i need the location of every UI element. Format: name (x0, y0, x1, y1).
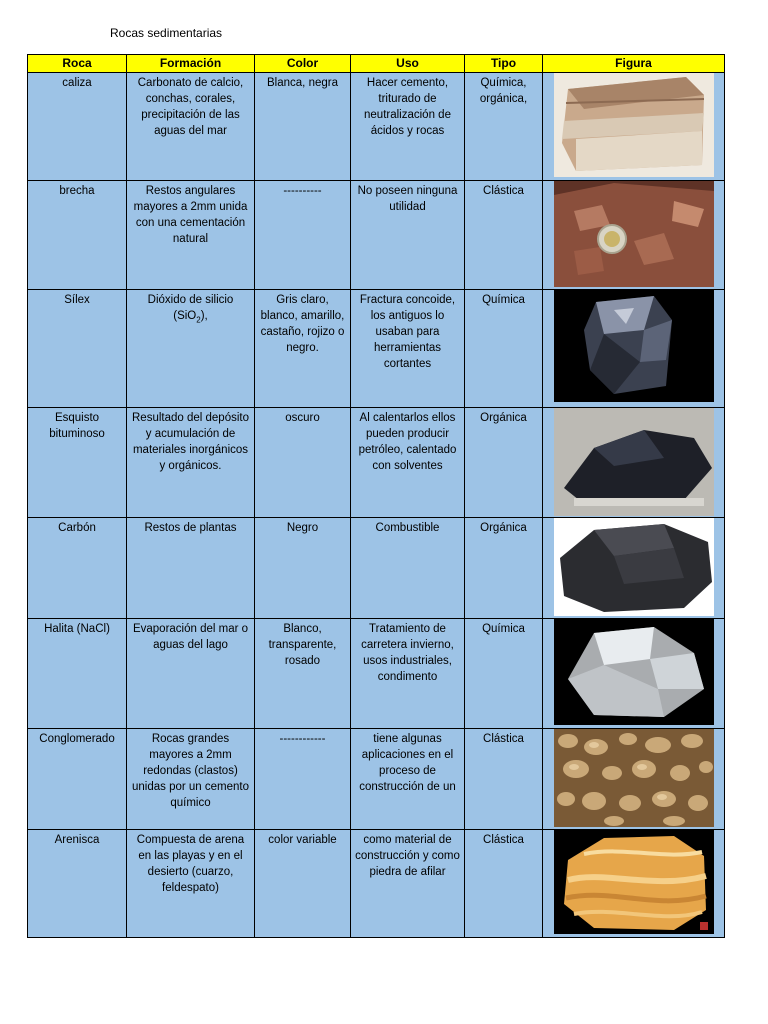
cell-tipo: Química (465, 290, 543, 408)
table-row (28, 73, 725, 181)
table-header-row (28, 55, 725, 73)
cell-tipo: Orgánica (465, 518, 543, 619)
header-color: Color (255, 55, 351, 73)
cell-figura (543, 73, 725, 181)
cell-formacion: Restos de plantas (127, 518, 255, 619)
cell-uso: Tratamiento de carretera invierno, usos industriales, condimento (351, 619, 465, 729)
cell-color: Blanca, negra (255, 73, 351, 181)
table-row (28, 290, 725, 408)
document-title: Rocas sedimentarias (110, 26, 223, 40)
cell-formacion: Evaporación del mar o aguas del lago (127, 619, 255, 729)
cell-roca: Esquisto bituminoso (28, 408, 127, 518)
header-roca: Roca (28, 55, 127, 73)
conglomerate-rock-image (554, 729, 714, 827)
cell-figura (543, 181, 725, 290)
coal-rock-image (554, 518, 714, 616)
cell-formacion: Restos angulares mayores a 2mm unida con una cementación natural (127, 181, 255, 290)
cell-roca: Sílex (28, 290, 127, 408)
cell-tipo: Química (465, 619, 543, 729)
cell-uso: Hacer cemento, triturado de neutralización de ácidos y rocas (351, 73, 465, 181)
rocks-table (27, 54, 725, 938)
cell-tipo: Clástica (465, 830, 543, 938)
cell-figura (543, 830, 725, 938)
table-row (28, 729, 725, 830)
halite-crystal-image (554, 619, 714, 725)
cell-color: Blanco, transparente, rosado (255, 619, 351, 729)
cell-color: ------------ (255, 729, 351, 830)
cell-tipo: Orgánica (465, 408, 543, 518)
table-row (28, 518, 725, 619)
cell-formacion: Dióxido de silicio (SiO$_2$), (127, 290, 255, 408)
cell-figura (543, 290, 725, 408)
cell-roca: Conglomerado (28, 729, 127, 830)
cell-formacion: Resultado del depósito y acumulación de materiales inorgánicos y orgánicos. (127, 408, 255, 518)
cell-figura (543, 408, 725, 518)
sandstone-rock-image (554, 830, 714, 934)
cell-tipo: Clástica (465, 181, 543, 290)
limestone-rock-image (554, 73, 714, 177)
cell-uso: como material de construcción y como piedra de afilar (351, 830, 465, 938)
cell-formacion: Compuesta de arena en las playas y en el desierto (cuarzo, feldespato) (127, 830, 255, 938)
cell-color: oscuro (255, 408, 351, 518)
cell-uso: tiene algunas aplicaciones en el proceso de construcción de un (351, 729, 465, 830)
table-row (28, 181, 725, 290)
table-row (28, 408, 725, 518)
table-row (28, 619, 725, 729)
cell-uso: No poseen ninguna utilidad (351, 181, 465, 290)
cell-roca: brecha (28, 181, 127, 290)
header-tipo: Tipo (465, 55, 543, 73)
cell-uso: Combustible (351, 518, 465, 619)
cell-uso: Fractura concoide, los antiguos lo usaban para herramientas cortantes (351, 290, 465, 408)
cell-roca: Arenisca (28, 830, 127, 938)
flint-rock-image (554, 290, 714, 402)
breccia-rock-image (554, 181, 714, 287)
cell-color: Gris claro, blanco, amarillo, castaño, rojizo o negro. (255, 290, 351, 408)
cell-color: ---------- (255, 181, 351, 290)
oil-shale-rock-image (554, 408, 714, 516)
cell-tipo: Clástica (465, 729, 543, 830)
cell-uso: Al calentarlos ellos pueden producir petróleo, calentado con solventes (351, 408, 465, 518)
cell-formacion: Carbonato de calcio, conchas, corales, precipitación de las aguas del mar (127, 73, 255, 181)
cell-figura (543, 729, 725, 830)
header-uso: Uso (351, 55, 465, 73)
header-formacion: Formación (127, 55, 255, 73)
cell-roca: caliza (28, 73, 127, 181)
cell-color: Negro (255, 518, 351, 619)
table-row (28, 830, 725, 938)
cell-figura (543, 619, 725, 729)
header-figura: Figura (543, 55, 725, 73)
cell-roca: Carbón (28, 518, 127, 619)
cell-roca: Halita (NaCl) (28, 619, 127, 729)
cell-color: color variable (255, 830, 351, 938)
cell-tipo: Química, orgánica, (465, 73, 543, 181)
cell-figura (543, 518, 725, 619)
cell-formacion: Rocas grandes mayores a 2mm redondas (clastos) unidas por un cemento químico (127, 729, 255, 830)
